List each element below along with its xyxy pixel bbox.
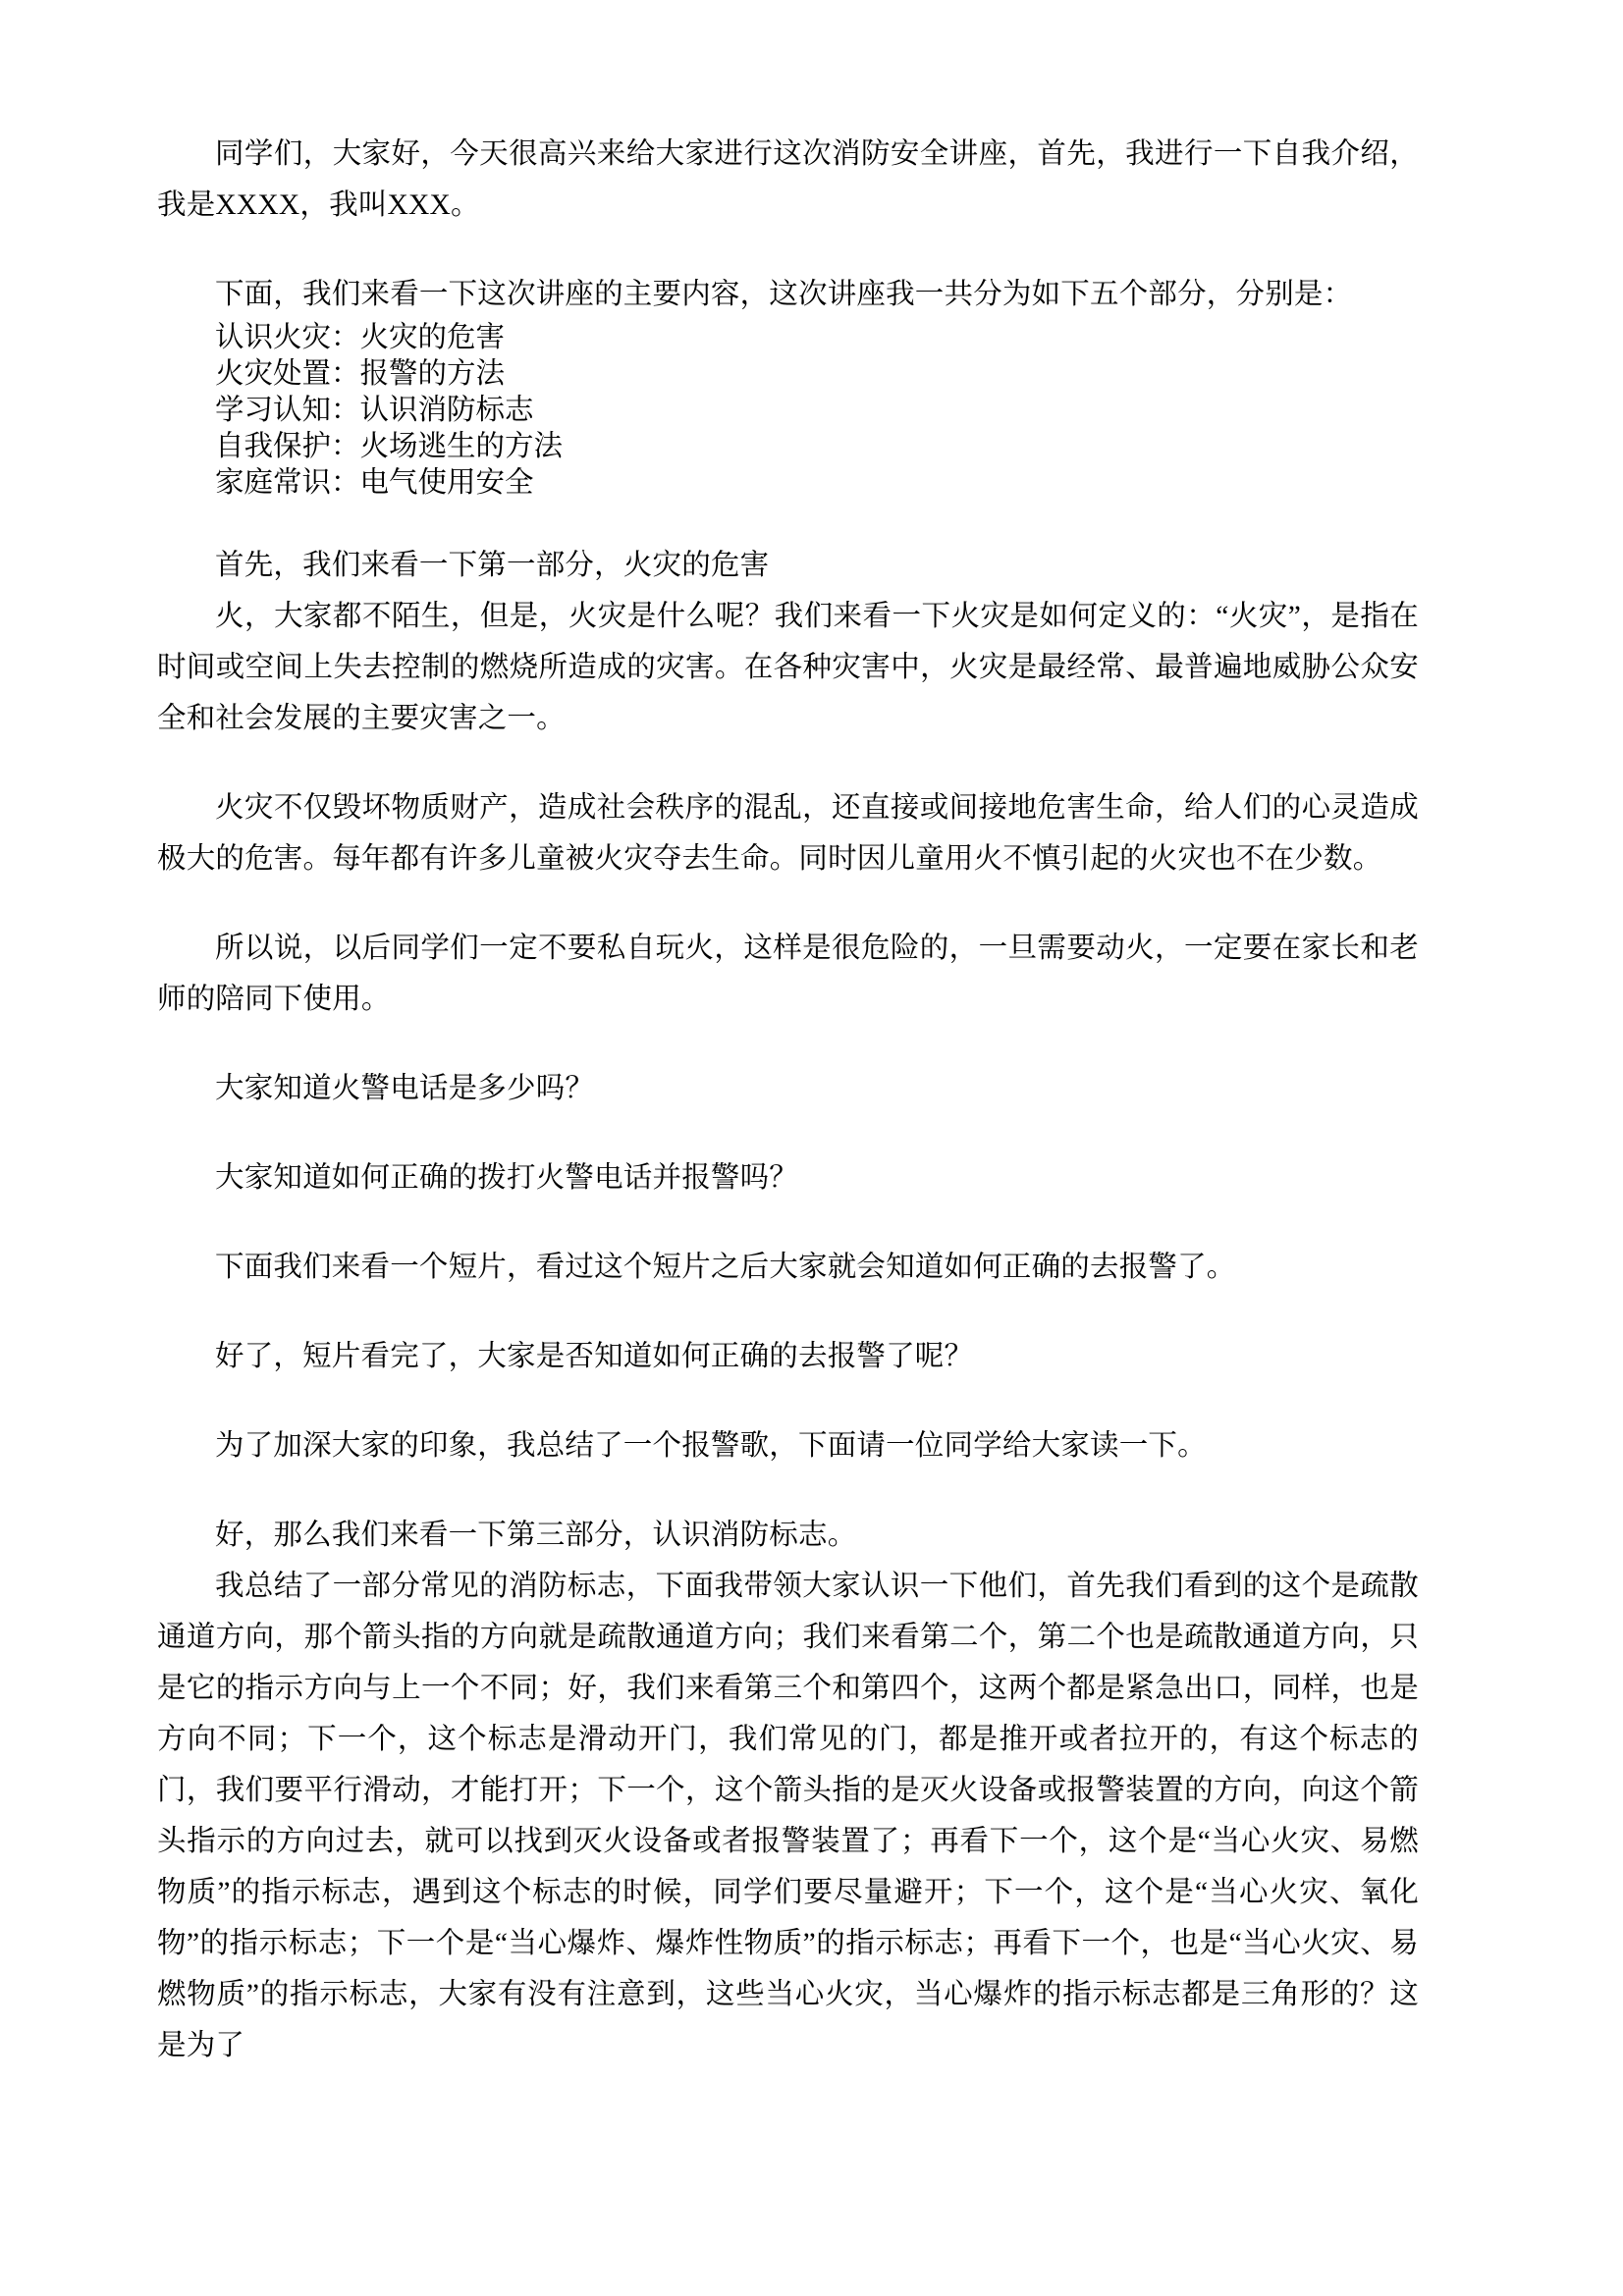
list-item: 学习认知：认识消防标志 xyxy=(215,395,534,426)
list-item: 自我保护：火场逃生的方法 xyxy=(215,431,564,462)
question-phone-number-paragraph: 大家知道火警电话是多少吗？ xyxy=(215,1073,595,1104)
document-body xyxy=(157,129,1419,2071)
alarm-song-intro-paragraph: 为了加深大家的印象，我总结了一个报警歌，下面请一位同学给大家读一下。 xyxy=(215,1430,1207,1462)
section-one-heading: 首先，我们来看一下第一部分，火灾的危害 xyxy=(215,550,770,581)
intro-paragraph: 同学们，大家好，今天很高兴来给大家进行这次消防安全讲座，首先，我进行一下自我介绍，我是XXXX，我叫XXX。 xyxy=(157,138,1419,221)
video-intro-paragraph: 下面我们来看一个短片，看过这个短片之后大家就会知道如何正确的去报警了。 xyxy=(215,1252,1236,1283)
signs-paragraph: 我总结了一部分常见的消防标志，下面我带领大家认识一下他们，首先我们看到的这个是疏散通道方向，那个箭头指的方向就是疏散通道方向；我们来看第二个，第二个也是疏散通道方向，只是它的指示方向与上一个不同；好，我们来看第三个和第四个，这两个都是紧急出口，同样，也是方向不同；下一个，这个标志是滑动开门，我们常见的门，都是推开或者拉开的，有这个标志的门，我们要平行滑动，才能打开；下一个，这个箭头指的是灭火设备或报警装置的方向，向这个箭头指示的方向过去，就可以找到灭火设备或者报警装置了；再看下一个，这个是“当心火灾、易燃物质”的指示标志，遇到这个标志的时候，同学们要尽量避开；下一个，这个是“当心火灾、氧化物”的指示标志；下一个是“当心爆炸、爆炸性物质”的指示标志；再看下一个，也是“当心火灾、易燃物质”的指示标志，大家有没有注意到，这些当心火灾，当心爆炸的指示标志都是三角形的？这是为了 xyxy=(157,1571,1419,2061)
section-three-heading: 好，那么我们来看一下第三部分，认识消防标志。 xyxy=(215,1520,857,1551)
fire-warning-paragraph: 所以说，以后同学们一定不要私自玩火，这样是很危险的，一旦需要动火，一定要在家长和老师的陪同下使用。 xyxy=(157,933,1419,1015)
list-item: 火灾处置：报警的方法 xyxy=(215,358,506,390)
fire-harm-paragraph: 火灾不仅毁坏物质财产，造成社会秩序的混乱，还直接或间接地危害生命，给人们的心灵造成极大的危害。每年都有许多儿童被火灾夺去生命。同时因儿童用火不慎引起的火灾也不在少数。 xyxy=(157,792,1419,875)
question-how-to-call-paragraph: 大家知道如何正确的拨打火警电话并报警吗？ xyxy=(215,1162,799,1194)
outline-list xyxy=(157,320,1419,502)
list-item: 家庭常识：电气使用安全 xyxy=(215,467,534,499)
list-item: 认识火灾：火灾的危害 xyxy=(215,322,506,353)
video-followup-paragraph: 好了，短片看完了，大家是否知道如何正确的去报警了呢？ xyxy=(215,1341,974,1372)
fire-definition-paragraph: 火，大家都不陌生，但是，火灾是什么呢？我们来看一下火灾是如何定义的：“火灾”，是指在时间或空间上失去控制的燃烧所造成的灾害。在各种灾害中，火灾是最经常、最普遍地威胁公众安全和社会发展的主要灾害之一。 xyxy=(157,601,1419,734)
outline-intro-paragraph: 下面，我们来看一下这次讲座的主要内容，这次讲座我一共分为如下五个部分，分别是： xyxy=(215,279,1353,310)
